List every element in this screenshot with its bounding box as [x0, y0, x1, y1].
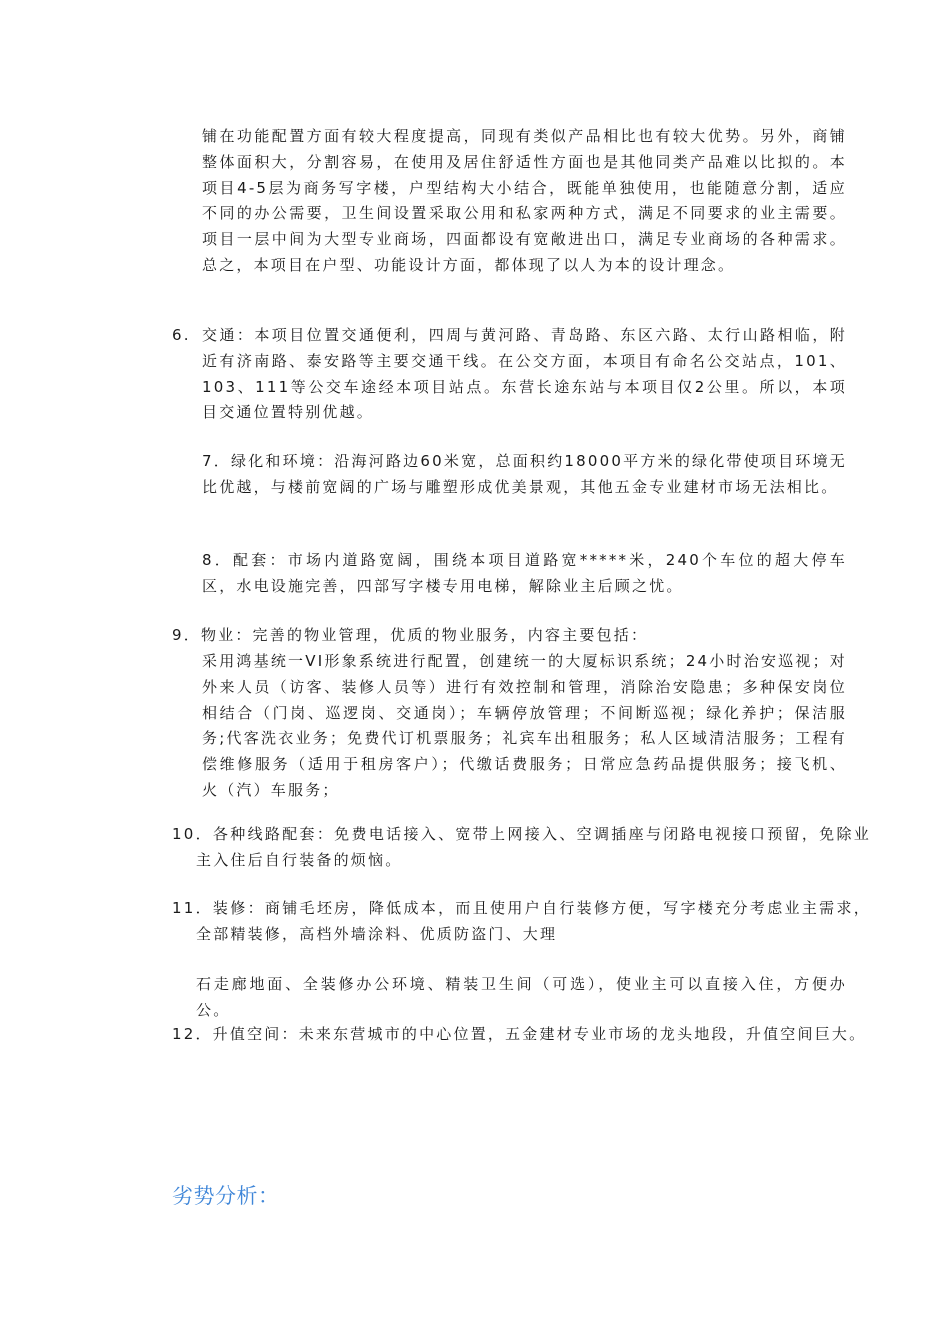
list-item-9-title: 9．物业：完善的物业管理，优质的物业服务，内容主要包括： — [172, 626, 649, 644]
section-heading: 劣势分析： — [172, 1184, 280, 1208]
list-item-6 — [172, 323, 847, 426]
list-item-8: 8．配套：市场内道路宽阔，围绕本项目道路宽*****米，240个车位的超大停车区，水电设施完善，四部写字楼专用电梯，解除业主后顾之忧。 — [202, 551, 847, 595]
list-item-11-continued: 石走廊地面、全装修办公环境、精装卫生间（可选），使业主可以直接入住，方便办公。 — [196, 975, 847, 1019]
list-item-10: 10．各种线路配套：免费电话接入、宽带上网接入、空调插座与闭路电视接口预留，免除业主入住后自行装备的烦恼。 — [172, 825, 871, 869]
list-item-12: 12．升值空间：未来东营城市的中心位置，五金建材专业市场的龙头地段，升值空间巨大。 — [172, 1025, 867, 1043]
list-number-6: 6. — [172, 326, 191, 344]
list-item-9-body: 采用鸿基统一VI形象系统进行配置，创建统一的大厦标识系统；24小时治安巡视；对外来人员（访客、装修人员等）进行有效控制和管理，消除治安隐患；多种保安岗位相结合（门岗、巡逻岗、交通岗）；车辆停放管理；不间断巡视；绿化养护；保洁服务;代客洗衣业务；免费代订机票服务；礼宾车出租服务；私人区域清洁服务；工程有偿维修服务（适用于租房客户）；代缴话费服务；日常应急药品提供服务；接飞机、火（汽）车服务； — [202, 652, 847, 799]
list-item-6-text: 交通：本项目位置交通便利，四周与黄河路、青岛路、东区六路、太行山路相临，附近有济南路、泰安路等主要交通干线。在公交方面，本项目有命名公交站点，101、103、111等公交车途经本项目站点。东营长途东站与本项目仅2公里。所以，本项目交通位置特别优越。 — [202, 326, 847, 422]
list-item-7: 7．绿化和环境：沿海河路边60米宽，总面积约18000平方米的绿化带使项目环境无比优越，与楼前宽阔的广场与雕塑形成优美景观，其他五金专业建材市场无法相比。 — [202, 452, 847, 496]
list-item-11: 11．装修：商铺毛坯房，降低成本，而且使用户自行装修方便，写字楼充分考虑业主需求，全部精装修，高档外墙涂料、优质防盗门、大理 — [172, 899, 871, 943]
continued-paragraph: 铺在功能配置方面有较大程度提高，同现有类似产品相比也有较大优势。另外，商铺整体面积大，分割容易，在使用及居住舒适性方面也是其他同类产品难以比拟的。本项目4-5层为商务写字楼，户型结构大小结合，既能单独使用，也能随意分割，适应不同的办公需要，卫生间设置采取公用和私家两种方式，满足不同要求的业主需要。项目一层中间为大型专业商场，四面都设有宽敞进出口，满足专业商场的各种需求。总之，本项目在户型、功能设计方面，都体现了以人为本的设计理念。 — [202, 127, 847, 274]
